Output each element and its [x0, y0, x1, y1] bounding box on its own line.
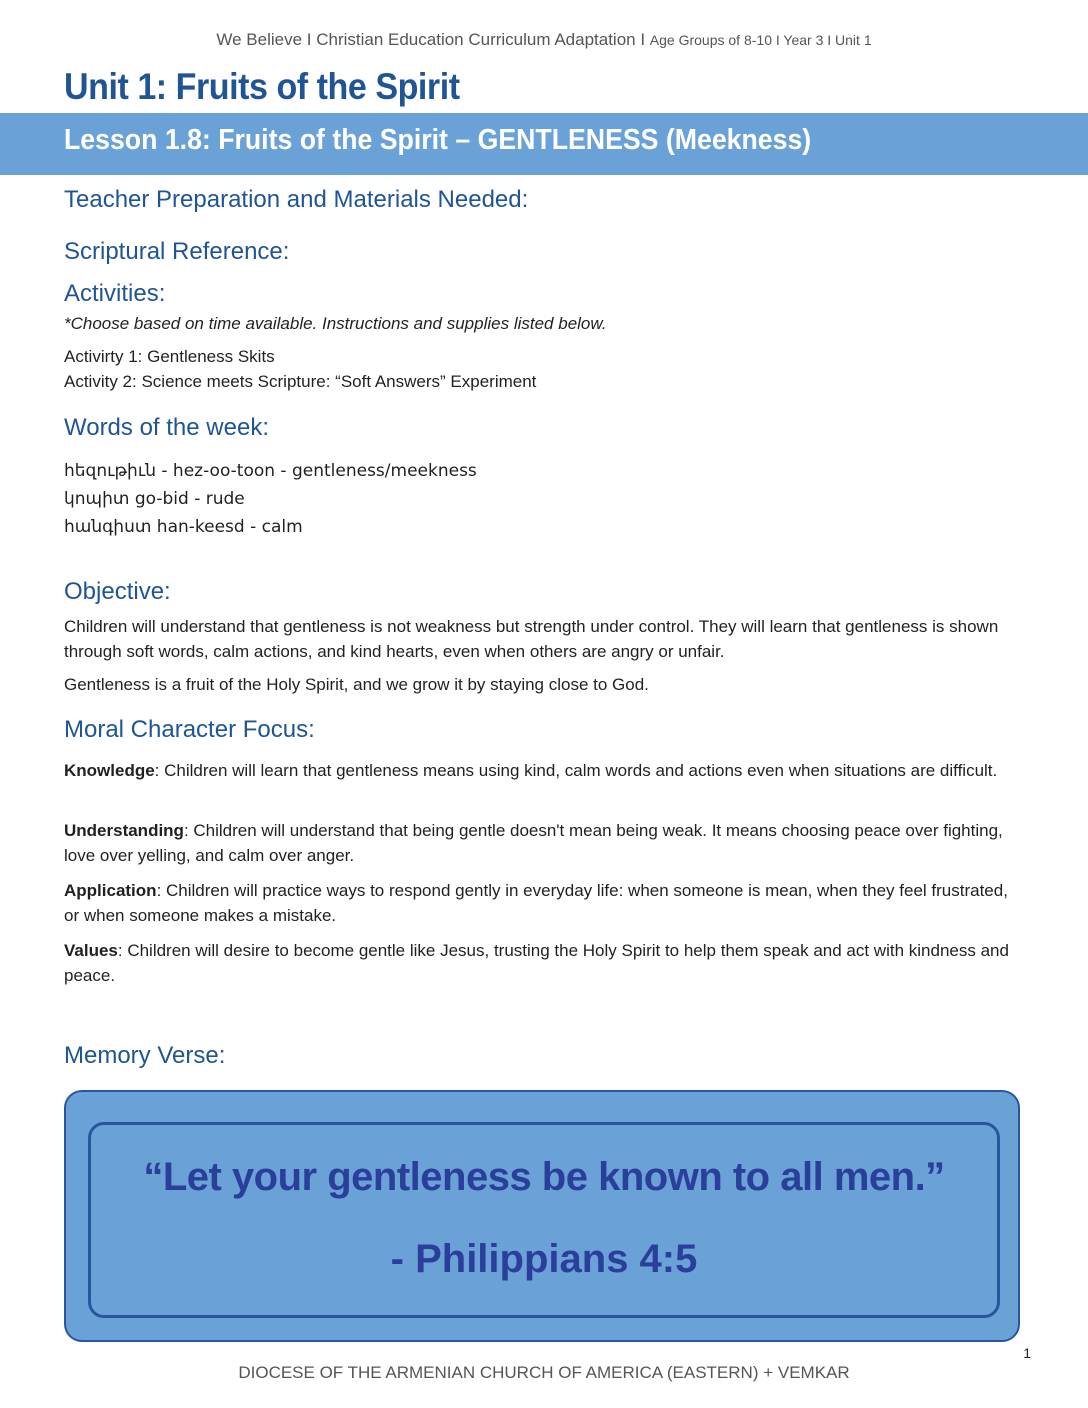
running-header	[0, 30, 1088, 50]
moral-item-values	[64, 938, 1026, 988]
activities-list	[64, 344, 1026, 394]
memory-verse-reference: - Philippians 4:5	[390, 1237, 698, 1281]
teacher-prep-heading: Teacher Preparation and Materials Needed:	[64, 186, 529, 213]
lesson-title: Lesson 1.8: Fruits of the Spirit – GENTLENESS (Meekness)	[64, 124, 812, 156]
memory-verse-box	[64, 1090, 1020, 1342]
activities-note: *Choose based on time available. Instructions and supplies listed below.	[64, 314, 607, 333]
word-item: հանգիստ han-keesd - calm	[64, 517, 303, 537]
memory-verse-inner-frame	[88, 1122, 1000, 1318]
moral-item-label: Values	[64, 941, 118, 960]
activities-heading: Activities:	[64, 280, 166, 307]
words-heading: Words of the week:	[64, 414, 269, 441]
objective-paragraph: Children will understand that gentleness is not weakness but strength under control. They will learn that gentleness is shown through soft words, calm actions, and kind hearts, even when others are angry or unfair.	[64, 617, 999, 661]
memory-verse-heading: Memory Verse:	[64, 1042, 226, 1069]
moral-item-label: Understanding	[64, 821, 184, 840]
moral-item-label: Application	[64, 881, 157, 900]
word-item: հեզութիւն - hez-oo-toon - gentleness/meekness	[64, 461, 477, 481]
footer: DIOCESE OF THE ARMENIAN CHURCH OF AMERICA (EASTERN) + VEMKAR	[238, 1363, 850, 1382]
moral-item-text: : Children will practice ways to respond gently in everyday life: when someone is mean, when they feel frustrated, or when someone makes a mistake.	[64, 881, 1008, 925]
header-main: We Believe I Christian Education Curriculum Adaptation I	[216, 30, 646, 49]
moral-item-text: : Children will desire to become gentle like Jesus, trusting the Holy Spirit to help them speak and act with kindness and peace.	[64, 941, 1009, 985]
objective-heading: Objective:	[64, 578, 171, 605]
moral-item-label: Knowledge	[64, 761, 155, 780]
words-list	[64, 457, 1026, 541]
moral-item-text: : Children will learn that gentleness means using kind, calm words and actions even when situations are difficult.	[154, 761, 998, 780]
moral-focus-heading: Moral Character Focus:	[64, 716, 315, 743]
objective-paragraph: Gentleness is a fruit of the Holy Spirit, and we grow it by staying close to God.	[64, 675, 649, 694]
unit-title: Unit 1: Fruits of the Spirit	[64, 66, 460, 107]
moral-item-text: : Children will understand that being gentle doesn't mean being weak. It means choosing peace over fighting, love over yelling, and calm over anger.	[64, 821, 1003, 865]
activity-item: Activity 2: Science meets Scripture: “Soft Answers” Experiment	[64, 372, 537, 391]
activity-item: Activirty 1: Gentleness Skits	[64, 347, 275, 366]
moral-item-knowledge	[64, 758, 1026, 783]
memory-verse-text: “Let your gentleness be known to all men.”	[143, 1155, 945, 1199]
scriptural-reference-heading: Scriptural Reference:	[64, 238, 290, 265]
moral-item-application	[64, 878, 1026, 928]
moral-item-understanding	[64, 818, 1026, 868]
word-item: կոպիտ go-bid - rude	[64, 489, 245, 509]
page-number: 1	[1023, 1345, 1031, 1361]
header-small: Age Groups of 8-10 I Year 3 I Unit 1	[649, 32, 872, 48]
